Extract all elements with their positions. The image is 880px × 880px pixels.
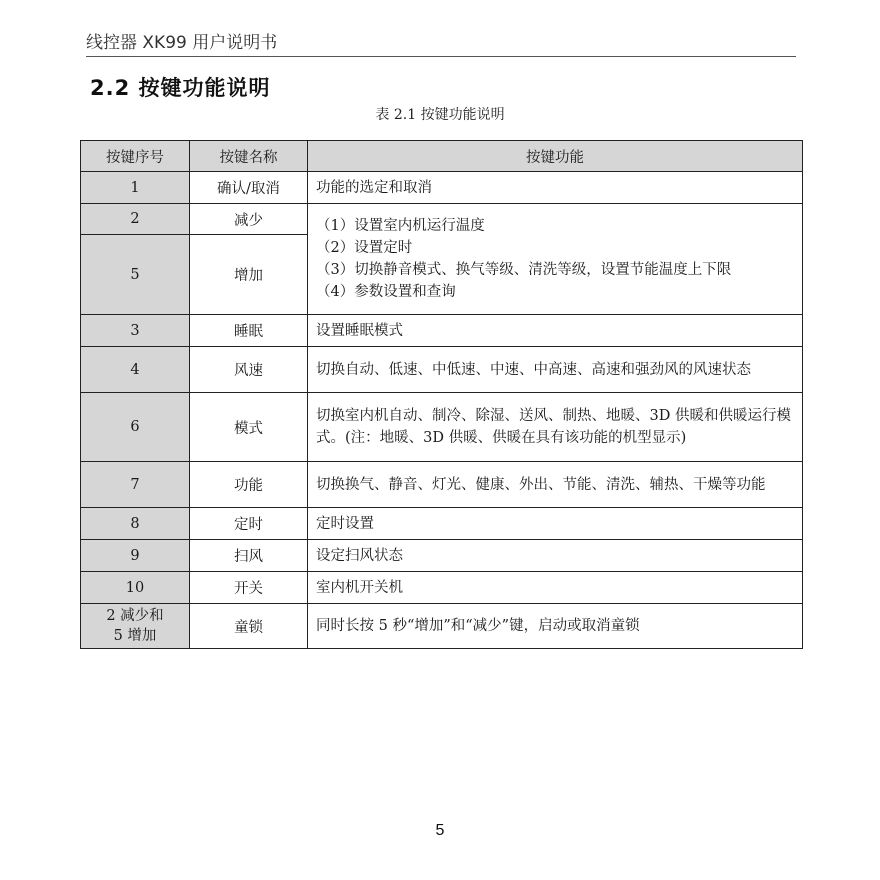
key-name-cell: 模式 [190,393,308,462]
key-number-cell: 1 [81,172,190,204]
key-function-cell [308,172,803,204]
function-text: 设定扫风状态 [316,547,403,564]
key-function-cell [308,315,803,347]
table-row [81,172,803,204]
function-text: 切换室内机自动、制冷、除湿、送风、制热、地暖、3D 供暖和供暖运行模式。(注：地暖、3D 供暖、供暖在具有该功能的机型显示) [316,408,791,446]
key-name-cell: 定时 [190,508,308,540]
table-caption: 表 2.1 按键功能说明 [375,107,505,123]
key-function-cell [308,462,803,508]
key-number-cell: 8 [81,508,190,540]
key-number-cell: 7 [81,462,190,508]
table-row [81,508,803,540]
key-name-cell: 扫风 [190,540,308,572]
key-name-cell: 减少 [190,204,308,235]
function-text: 室内机开关机 [316,579,403,596]
function-text: （2）设置定时 [316,240,413,256]
document-header: 线控器 XK99 用户说明书 [86,33,278,53]
function-text: 功能的选定和取消 [316,179,432,196]
page-number: 5 [435,822,445,839]
table-row [81,315,803,347]
function-text: 切换换气、静音、灯光、健康、外出、节能、清洗、辅热、干燥等功能 [316,476,766,493]
key-number-cell: 10 [81,572,190,604]
key-name-cell: 童锁 [190,604,308,649]
table-row [81,572,803,604]
function-text: （4）参数设置和查询 [316,284,456,300]
key-number-cell: 3 [81,315,190,347]
key-name-cell: 增加 [190,235,308,315]
table-row [81,347,803,393]
key-function-cell [308,572,803,604]
key-number-cell: 4 [81,347,190,393]
table-row [81,393,803,462]
key-function-cell [308,540,803,572]
key-function-cell [308,204,803,315]
key-function-cell [308,604,803,649]
column-header-key-name: 按键名称 [190,141,308,172]
key-function-cell [308,508,803,540]
key-name-cell: 睡眠 [190,315,308,347]
function-text: 设置睡眠模式 [316,322,403,339]
key-name-cell: 风速 [190,347,308,393]
key-name-cell: 功能 [190,462,308,508]
key-name-cell: 开关 [190,572,308,604]
key-number-cell: 2 [81,204,190,235]
key-function-cell [308,347,803,393]
section-title: 2.2 按键功能说明 [90,76,271,100]
table-row [81,604,803,649]
key-number-cell: 9 [81,540,190,572]
key-number-cell [81,604,190,649]
function-text: 同时长按 5 秒“增加”和“减少”键，启动或取消童锁 [316,618,640,634]
header-divider [86,56,796,57]
key-number-cell: 5 [81,235,190,315]
table-row [81,540,803,572]
function-text: （1）设置室内机运行温度 [316,218,485,234]
table-row [81,462,803,508]
function-text: 定时设置 [316,515,374,532]
column-header-key-number: 按键序号 [81,141,190,172]
table-row [81,204,803,235]
function-text: 切换自动、低速、中低速、中速、中高速、高速和强劲风的风速状态 [316,361,751,378]
key-number-line: 2 减少和 [106,608,164,624]
function-text: （3）切换静音模式、换气等级、清洗等级，设置节能温度上下限 [316,262,732,278]
key-function-table [80,140,803,649]
key-number-line: 5 增加 [113,628,157,644]
key-function-cell [308,393,803,462]
key-number-cell: 6 [81,393,190,462]
column-header-key-function: 按键功能 [308,141,803,172]
table-header-row [81,141,803,172]
key-name-cell: 确认/取消 [190,172,308,204]
